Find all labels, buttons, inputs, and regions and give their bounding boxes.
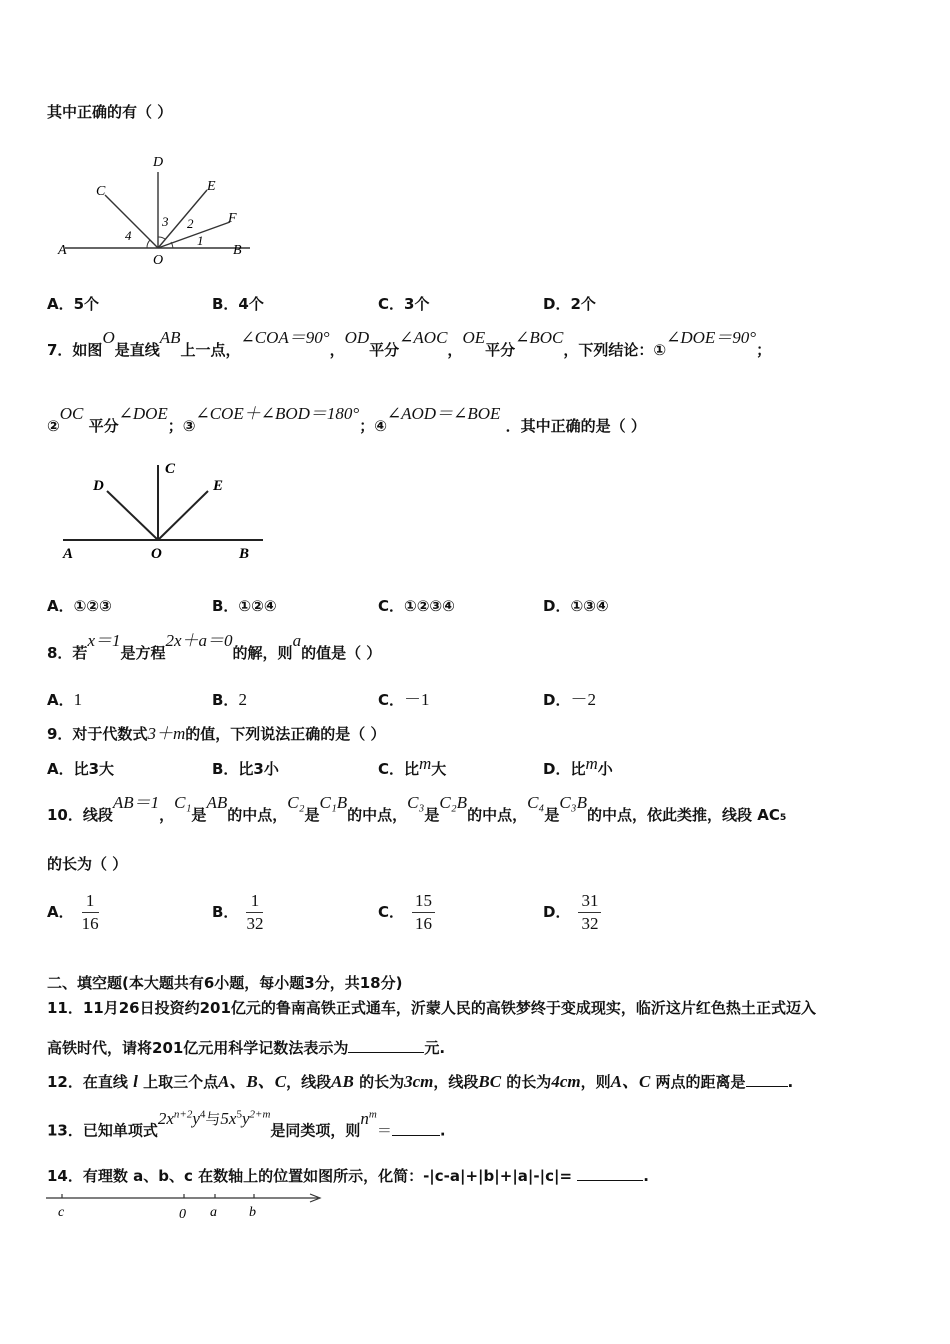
q8-option-a: A．1 [47, 690, 83, 709]
q7-label-c: C [165, 461, 176, 477]
q6-label-2: 2 [187, 216, 194, 231]
q7-label-o: O [151, 546, 162, 562]
q12-answer-blank[interactable] [746, 1070, 788, 1087]
q7-option-b: B．①②④ [212, 597, 277, 615]
q6-label-b: B [233, 243, 242, 258]
q10-option-d: D． $\frac{31}{32}$ [543, 890, 601, 935]
q13-monomial-1: $2x^{n+2}y^4$ [157, 1108, 206, 1128]
q14-axis-label-c: c [58, 1205, 65, 1220]
q6-option-b: B．4个 [212, 295, 264, 313]
q13-answer-blank[interactable] [392, 1119, 440, 1136]
q11-answer-blank[interactable] [348, 1036, 424, 1053]
q10-option-a: A． $\frac{1}{16}$ [47, 891, 99, 933]
q7-label-d: D [93, 478, 104, 494]
q7-label-b: B [239, 546, 250, 562]
q7-angle-figure [55, 455, 275, 565]
q10-option-b-fraction: $\frac{1}{32}$ [246, 891, 264, 933]
q9-option-a: A．比3大 [47, 760, 115, 778]
q8-stem: 8．若x＝1是方程2x＋a＝0的解，则a的值是（ ） [47, 631, 382, 662]
q10-stem-line-2: 的长为（ ） [47, 855, 128, 873]
q11-line-2: 高铁时代，请将201亿元用科学记数法表示为 元. [47, 1036, 445, 1058]
q6-label-e: E [207, 179, 216, 194]
q14-stem: 14．有理数 a、b、c 在数轴上的位置如图所示，化简：-|c-a|+|b|+|a|-|c|= . [47, 1164, 649, 1186]
q13-power: $n^m$ [360, 1108, 377, 1128]
q10-option-b: B． $\frac{1}{32}$ [212, 891, 264, 933]
q14-answer-blank[interactable] [577, 1164, 643, 1181]
q6-option-a: A．5个 [47, 295, 100, 313]
q13-stem: 13．已知单项式$2x^{n+2}y^4$与$5x^5y^{2+m}$是同类项，则$n^m=$ . [47, 1108, 446, 1140]
q10-option-a-fraction: $\frac{1}{16}$ [81, 891, 99, 933]
q6-angle-figure [55, 150, 275, 270]
q6-option-d: D．2个 [543, 295, 596, 313]
q6-label-3: 3 [162, 214, 169, 229]
q14-axis-label-zero: 0 [179, 1207, 186, 1222]
q7-label-a: A [63, 546, 74, 562]
q7-option-a: A．①②③ [47, 597, 112, 615]
q6-label-o: O [153, 253, 164, 268]
q10-option-c: C． $\frac{15}{16}$ [378, 890, 435, 935]
q9-option-b: B．比3小 [212, 760, 279, 778]
q9-option-d: D．比m小 [543, 754, 613, 778]
q9-option-c: C．比m大 [378, 754, 447, 778]
q8-option-c: C．－1 [378, 690, 430, 709]
q10-option-c-fraction: $\frac{15}{16}$ [412, 890, 435, 935]
q7-option-c: C．①②③④ [378, 597, 455, 615]
q6-label-4: 4 [125, 228, 132, 243]
q7-line-2: ②OC 平分∠DOE；③∠COE＋∠BOD＝180°；④∠AOD＝∠BOE ．其中正确的是（ ） [47, 404, 646, 435]
q7-option-d: D．①③④ [543, 597, 609, 615]
q10-option-d-fraction: $\frac{31}{32}$ [578, 890, 601, 935]
q6-label-a: A [58, 243, 67, 258]
q6-option-c: C．3个 [378, 295, 430, 313]
q6-label-f: F [228, 211, 237, 226]
q6-label-d: D [153, 155, 164, 170]
q13-monomial-2: $5x^5y^{2+m}$ [220, 1108, 271, 1128]
q7-line-1: 7．如图O是直线AB上一点，∠COA＝90°，OD平分∠AOC，OE平分∠BOC，下列结论：①∠DOE＝90°； [47, 328, 772, 359]
q9-stem: 9．对于代数式3＋m的值，下列说法正确的是（ ） [47, 724, 386, 743]
q11-line-1: 11．11月26日投资约201亿元的鲁南高铁正式通车，沂蒙人民的高铁梦终于变成现实，临沂这片红色热土正式迈入 [47, 999, 816, 1017]
q10-stem-line-1: 10．线段AB＝1，C₁是AB的中点，C₂是C₁B的中点，C₃是C₂B的中点，C₄是C₃B的中点，依此类推，线段 AC₅ [47, 793, 787, 824]
q14-axis-label-b: b [249, 1205, 256, 1220]
q6-label-c: C [96, 184, 106, 199]
q12-stem: 12．在直线 l 上取三个点A、B、C，线段AB 的长为3cm，线段BC 的长为4cm，则A、C 两点的距离是 . [47, 1072, 794, 1091]
q6-label-1: 1 [197, 233, 204, 248]
q6-tail-text: 其中正确的有（ ） [47, 103, 173, 121]
q7-label-e: E [213, 478, 224, 494]
q14-axis-label-a: a [210, 1205, 217, 1220]
section-2-heading: 二、填空题(本大题共有6小题，每小题3分，共18分) [47, 974, 403, 992]
q8-option-d: D．－2 [543, 690, 596, 709]
q14-number-line [40, 1188, 330, 1224]
q8-option-b: B．2 [212, 690, 247, 709]
